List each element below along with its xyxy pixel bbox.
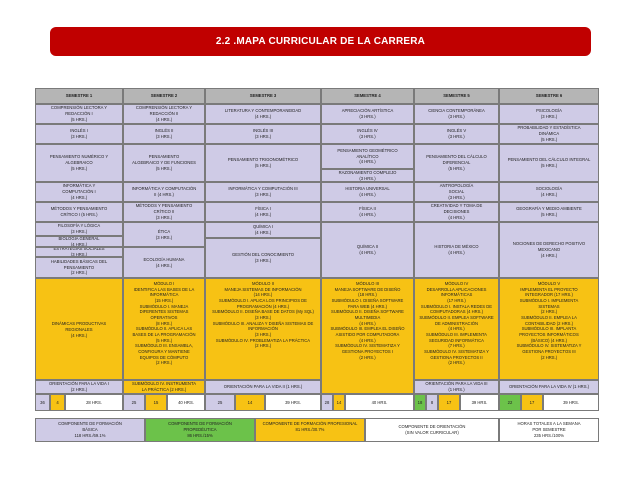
s3-fisica: FÍSICA I (4 HRS.) — [205, 202, 321, 222]
legend-propedeutica: COMPONENTE DE FORMACIÓN PROPEDÉUTICA 86 HRS./15% — [145, 418, 255, 442]
s1-pensamiento-numerico: PENSAMIENTO NUMÉRICO Y ALGEBRAICO (5 HRS.) — [35, 144, 123, 182]
total-s5-basica: 8 — [426, 394, 438, 411]
s6-psicologia: PSICOLOGÍA (3 HRS.) — [499, 104, 599, 124]
s1-estrategias-sociales: ESTRATEGIAS SOCIALES (3 HRS.) — [35, 247, 123, 257]
s4-ingles: INGLÉS IV (3 HRS.) — [321, 124, 414, 144]
s1-habilidades-basicas: HABILIDADES BÁSICAS DEL PENSAMIENTO (2 HRS.) — [35, 257, 123, 278]
s3-orientacion-vida: ORIENTACIÓN PARA LA VIDA II (1 HRS.) — [205, 380, 321, 394]
total-s4-profesional: 14 — [333, 394, 345, 411]
total-s2-profesional: 15 — [145, 394, 167, 411]
s2-informatica: INFORMÁTICA Y COMPUTACIÓN II (4 HRS.) — [123, 182, 205, 202]
s3-pensamiento-trigonometrico: PENSAMIENTO TRIGONOMÉTRICO (5 HRS.) — [205, 144, 321, 182]
legend-orientacion: COMPONENTE DE ORIENTACIÓN (SIN VALOR CURRICULAR) — [365, 418, 499, 442]
s6-calculo-integral: PENSAMIENTO DEL CÁLCULO INTEGRAL (5 HRS.) — [499, 144, 599, 182]
s5-historia-mexico: HISTORIA DE MÉXICO (4 HRS.) — [414, 222, 499, 278]
s1-metodos-pensamiento: MÉTODOS Y PENSAMIENTO CRÍTICO I (5 HRS.) — [35, 202, 123, 222]
s2-ecologia-humana: ECOLOGÍA HUMANA (4 HRS.) — [123, 247, 205, 278]
total-s3-basica: 25 — [205, 394, 235, 411]
total-s5-horas: 39 HRS. — [460, 394, 499, 411]
total-s1-basica: 36 — [35, 394, 50, 411]
s6-nociones-derecho: NOCIONES DE DERECHO POSITIVO MEXICANO (4 HRS.) — [499, 222, 599, 278]
s2-comprension-lectora: COMPRENSIÓN LECTORA Y REDACCIÓN II (4 HRS.) — [123, 104, 205, 124]
s6-modulo-5: MÓDULO V IMPLEMENTA EL PROYECTO INTEGRADOR (17 HRS.) SUBMÓDULO I. IMPLEMENTA SISTEMAS (2 HRS.) SUBMÓDULO II. EMPLEA LA CONTABILIDAD (2 HRS.) SUBMÓDULO III. IMPLANTA PROYECTOS INFORMÁTICOS (BÁSICO) (4 HRS.) SUBMÓDULO IV. SISTEMATIZA Y GESTIONA PROYECTOS III (2 HRS.) — [499, 278, 599, 380]
s6-geografia: GEOGRAFÍA Y MEDIO AMBIENTE (5 HRS.) — [499, 202, 599, 222]
s5-orientacion-vida: ORIENTACIÓN PARA LA VIDA III (1 HRS.) — [414, 380, 499, 394]
header-semestre-6: SEMESTRE 6 — [499, 88, 599, 104]
total-s6-propedeutica: 22 — [499, 394, 521, 411]
s1-biologia: BIOLOGÍA GENERAL (4 HRS.) — [35, 236, 123, 247]
s6-sociologia: SOCIOLOGÍA (4 HRS.) — [499, 182, 599, 202]
total-s2-horas: 40 HRS. — [167, 394, 205, 411]
s4-quimica: QUÍMICA II (4 HRS.) — [321, 222, 414, 278]
s5-ciencia-contemporanea: CIENCIA CONTEMPORÁNEA (3 HRS.) — [414, 104, 499, 124]
total-s3-horas: 39 HRS. — [265, 394, 321, 411]
s3-literatura: LITERATURA Y CONTEMPORANEIDAD (4 HRS.) — [205, 104, 321, 124]
s4-historia-universal: HISTORIA UNIVERSAL (4 HRS.) — [321, 182, 414, 202]
s2-ingles: INGLÉS II (3 HRS.) — [123, 124, 205, 144]
s4-modulo-3: MÓDULO III MANEJA SOFTWARE DE DISEÑO (18 HRS.) SUBMÓDULO I. DISEÑA SOFTWARE PARA WEB (4 HRS.) SUBMÓDULO II. DISEÑA SOFTWARE MULTIMEDIA (4 HRS.) SUBMÓDULO III. EMPLEA EL DISEÑO ASISTIDO POR COMPUTADORA (4 HRS.) SUBMÓDULO IV. SISTEMATIZA Y GESTIONA PROYECTOS I (2 HRS.) — [321, 278, 414, 394]
s1-dinamicas-productivas: DINÁMICAS PRODUCTIVAS REGIONALES (4 HRS.) — [35, 278, 123, 380]
total-s5-profesional: 17 — [438, 394, 460, 411]
legend-basica: COMPONENTE DE FORMACIÓN BÁSICA 118 HRS./69.1% — [35, 418, 145, 442]
s1-ingles: INGLÉS I (3 HRS.) — [35, 124, 123, 144]
total-s5-propedeutica: 18 — [414, 394, 426, 411]
s5-calculo-diferencial: PENSAMIENTO DEL CÁLCULO DIFERENCIAL (5 HRS.) — [414, 144, 499, 182]
header-semestre-4: SEMESTRE 4 — [321, 88, 414, 104]
s5-antropologia: ANTROPOLOGÍA SOCIAL (3 HRS.) — [414, 182, 499, 202]
total-s4-horas: 40 HRS. — [345, 394, 414, 411]
s2-etica: ÉTICA (3 HRS.) — [123, 222, 205, 247]
header-semestre-3: SEMESTRE 3 — [205, 88, 321, 104]
page-title: 2.2 .MAPA CURRICULAR DE LA CARRERA — [50, 27, 591, 56]
s1-comprension-lectora: COMPRENSIÓN LECTORA Y REDACCIÓN I (5 HRS.) — [35, 104, 123, 124]
s5-ingles: INGLÉS V (3 HRS.) — [414, 124, 499, 144]
s5-modulo-4: MÓDULO IV DESARROLLA APLICACIONES INFORMÁTICAS (17 HRS.) SUBMÓDULO I. INSTALA REDES DE COMPUTADORAS (4 HRS.) SUBMÓDULO II. EMPLEA SOFTWARE DE ADMINISTRACIÓN (4 HRS.) SUBMÓDULO III. IMPLEMENTA SEGURIDAD INFORMÁTICA (7 HRS.) SUBMÓDULO IV. SISTEMATIZA Y GESTIONA PROYECTOS II (2 HRS.) — [414, 278, 499, 380]
legend-horas-totales: HORAS TOTALES A LA SEMANA POR SEMESTRE 235 HRS./100% — [499, 418, 599, 442]
s1-orientacion-vida: ORIENTACIÓN PARA LA VIDA I (2 HRS.) — [35, 380, 123, 394]
s1-filosofia: FILOSOFÍA Y LÓGICA (3 HRS.) — [35, 222, 123, 236]
s5-creatividad: CREATIVIDAD Y TOMA DE DECISIONES (4 HRS.) — [414, 202, 499, 222]
total-s3-profesional: 14 — [235, 394, 265, 411]
s4-razonamiento-complejo: RAZONAMIENTO COMPLEJO (3 HRS.) — [321, 169, 414, 182]
total-s6-horas: 39 HRS. — [543, 394, 599, 411]
header-semestre-1: SEMESTRE 1 — [35, 88, 123, 104]
total-s2-basica: 25 — [123, 394, 145, 411]
header-semestre-2: SEMESTRE 2 — [123, 88, 205, 104]
s3-ingles: INGLÉS III (3 HRS.) — [205, 124, 321, 144]
s4-apreciacion-artistica: APRECIACIÓN ARTÍSTICA (3 HRS.) — [321, 104, 414, 124]
s3-quimica: QUÍMICA I (4 HRS.) — [205, 222, 321, 238]
s4-pensamiento-geometrico: PENSAMIENTO GEOMÉTRICO ANALÍTICO (4 HRS.) — [321, 144, 414, 169]
s2-pensamiento-algebraico: PENSAMIENTO ALGEBRAICO Y DE FUNCIONES (5 HRS.) — [123, 144, 205, 182]
s3-modulo-2: MÓDULO II MANEJA SISTEMAS DE INFORMACIÓN (14 HRS.) SUBMÓDULO I. APLICA LOS PRINCIPIOS DE PROGRAMACIÓN (4 HRS.) SUBMÓDULO II. DISEÑA BASE DE DATOS (My SQL) (3 HRS.) SUBMÓDULO III. ANALIZA Y DISEÑA SISTEMAS DE INFORMACIÓN (3 HRS.) SUBMÓDULO IV. PROBLEMATIZA LA PRÁCTICA (2 HRS.) — [205, 278, 321, 380]
s3-gestion-conocimiento: GESTIÓN DEL CONOCIMIENTO (3 HRS.) — [205, 238, 321, 278]
header-semestre-5: SEMESTRE 5 — [414, 88, 499, 104]
legend-profesional: COMPONENTE DE FORMACIÓN PROFESIONAL 81 HRS./30.7% — [255, 418, 365, 442]
total-s4-basica: 28 — [321, 394, 333, 411]
s1-informatica: INFORMÁTICA Y COMPUTACIÓN I (4 HRS.) — [35, 182, 123, 202]
s2-submodulo-4: SUBMÓDULO IV. INSTRUMENTA LA PRÁCTICA (2 HRS.) — [123, 380, 205, 394]
total-s6-profesional: 17 — [521, 394, 543, 411]
s4-fisica: FÍSICA II (4 HRS.) — [321, 202, 414, 222]
total-s1-horas: 28 HRS. — [65, 394, 123, 411]
total-s1-profesional: 4 — [50, 394, 65, 411]
s6-orientacion-vida: ORIENTACIÓN PARA LA VIDA IV (1 HRS.) — [499, 380, 599, 394]
s2-metodos-pensamiento: MÉTODOS Y PENSAMIENTO CRÍTICO II (3 HRS.) — [123, 202, 205, 222]
s6-probabilidad: PROBABILIDAD Y ESTADÍSTICA DINÁMICA (5 HRS.) — [499, 124, 599, 144]
s2-modulo-1: MÓDULO I IDENTIFICA LAS BASES DE LA INFORMÁTICA (15 HRS.) SUBMÓDULO I. MANEJA DIFERENTES SISTEMAS OPERATIVOS (8 HRS.) SUBMÓDULO II. APLICA LAS BASES DE LA PROGRAMACIÓN (5 HRS.) SUBMÓDULO III. ENSAMBLA, CONFIGURA Y MANTIENE EQUIPOS DE CÓMPUTO (2 HRS.) — [123, 278, 205, 380]
s3-informatica: INFORMÁTICA Y COMPUTACIÓN III (3 HRS.) — [205, 182, 321, 202]
